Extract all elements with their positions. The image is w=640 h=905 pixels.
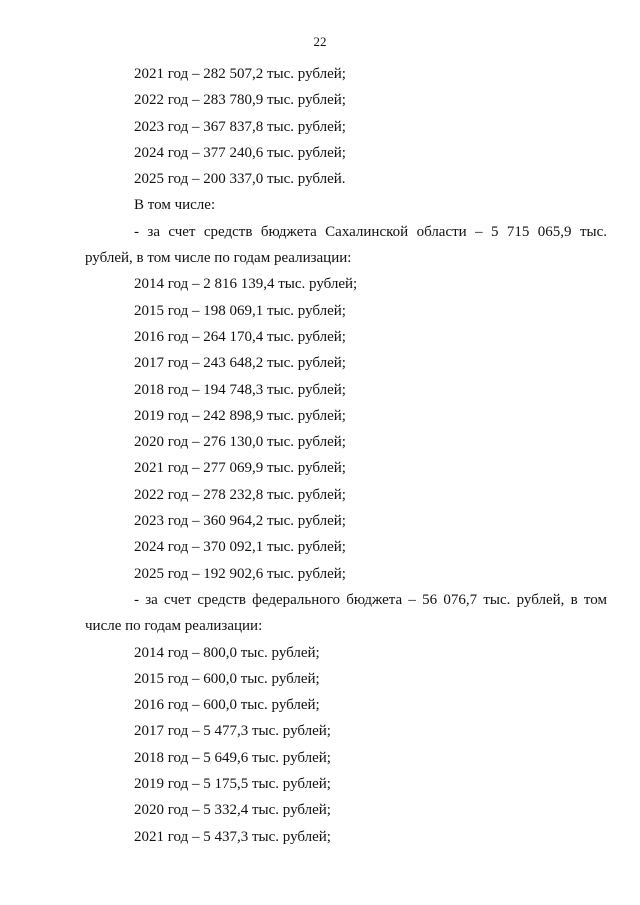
total-funding-list [85, 61, 607, 192]
funding-line: 2018 год – 194 748,3 тыс. рублей; [134, 381, 346, 398]
federal-budget-paragraph: - за счет средств федерального бюджета – 56 076,7 тыс. рублей, в том числе по годам реализации: [85, 591, 607, 635]
federal-funding-list [85, 640, 607, 850]
funding-line: 2022 год – 278 232,8 тыс. рублей; [134, 486, 346, 503]
subtotal-heading: В том числе: [134, 197, 216, 214]
funding-line: 2021 год – 277 069,9 тыс. рублей; [134, 460, 346, 477]
funding-line: 2024 год – 377 240,6 тыс. рублей; [134, 144, 346, 161]
funding-line: 2025 год – 200 337,0 тыс. рублей. [134, 171, 346, 188]
funding-line: 2014 год – 2 816 139,4 тыс. рублей; [134, 276, 358, 293]
funding-line: 2024 год – 370 092,1 тыс. рублей; [134, 539, 346, 556]
funding-line: 2019 год – 242 898,9 тыс. рублей; [134, 407, 346, 424]
document-body [85, 61, 607, 850]
funding-line: 2025 год – 192 902,6 тыс. рублей; [134, 565, 346, 582]
funding-line: 2022 год – 283 780,9 тыс. рублей; [134, 92, 346, 109]
funding-line: 2015 год – 198 069,1 тыс. рублей; [134, 302, 346, 319]
funding-line: 2018 год – 5 649,6 тыс. рублей; [134, 749, 331, 766]
funding-line: 2016 год – 264 170,4 тыс. рублей; [134, 328, 346, 345]
funding-line: 2023 год – 360 964,2 тыс. рублей; [134, 513, 346, 530]
funding-line: 2017 год – 243 648,2 тыс. рублей; [134, 355, 346, 372]
funding-line: 2017 год – 5 477,3 тыс. рублей; [134, 723, 331, 740]
funding-line: 2021 год – 282 507,2 тыс. рублей; [134, 66, 346, 82]
funding-line: 2020 год – 276 130,0 тыс. рублей; [134, 434, 346, 451]
page-number: 22 [313, 34, 327, 49]
funding-line: 2023 год – 367 837,8 тыс. рублей; [134, 118, 346, 135]
funding-line: 2016 год – 600,0 тыс. рублей; [134, 697, 320, 714]
funding-line: 2020 год – 5 332,4 тыс. рублей; [134, 802, 331, 819]
regional-funding-list [85, 271, 607, 587]
funding-line: 2019 год – 5 175,5 тыс. рублей; [134, 776, 331, 793]
funding-line: 2014 год – 800,0 тыс. рублей; [134, 644, 320, 661]
funding-line: 2021 год – 5 437,3 тыс. рублей; [134, 828, 331, 845]
regional-budget-paragraph: - за счет средств бюджета Сахалинской области – 5 715 065,9 тыс. рублей, в том числе по годам реализации: [85, 223, 607, 267]
funding-line: 2015 год – 600,0 тыс. рублей; [134, 670, 320, 687]
